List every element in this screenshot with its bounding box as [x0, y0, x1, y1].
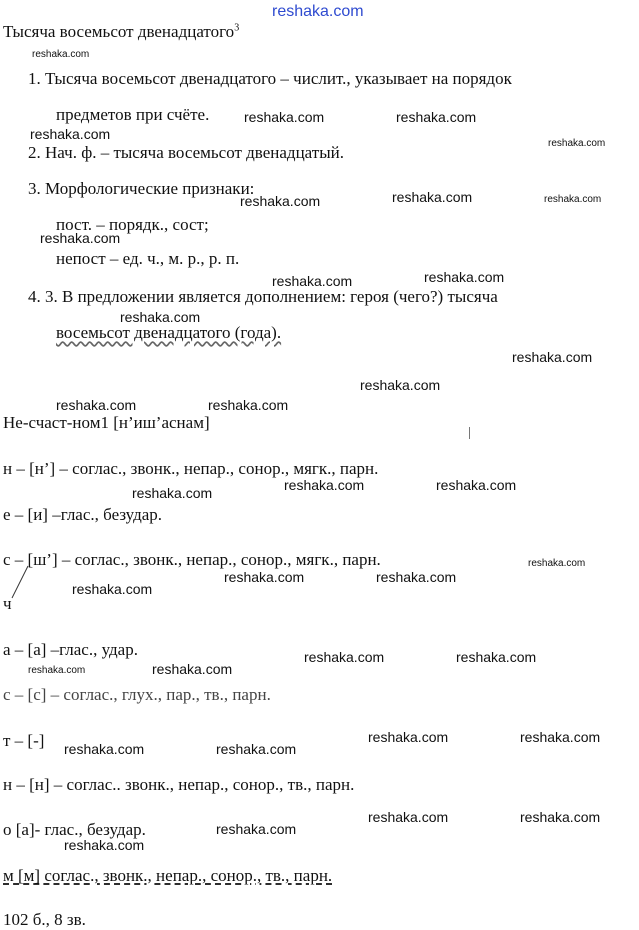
- phonetic-line-n1: н – [н’] – соглас., звонк., непар., сонор., мягк., парн.: [3, 459, 379, 478]
- watermark: reshaka.com: [304, 649, 385, 665]
- watermark: reshaka.com: [30, 126, 111, 142]
- watermark: reshaka.com: [216, 741, 297, 757]
- watermark: reshaka.com: [216, 821, 297, 837]
- watermark: reshaka.com: [272, 273, 353, 289]
- item-4: [28, 287, 498, 307]
- watermark: reshaka.com: [368, 729, 449, 745]
- phonetic-line-s1: с – [ш’] – соглас., звонк., непар., сонор., мягк., парн.: [3, 550, 381, 569]
- watermark: reshaka.com: [120, 309, 201, 325]
- watermark: reshaka.com: [368, 809, 449, 825]
- watermark: reshaka.com: [40, 230, 121, 246]
- watermark: reshaka.com: [240, 193, 321, 209]
- watermark: reshaka.com: [32, 49, 90, 60]
- phonetic-line-o: о [а]- глас., безудар.: [3, 820, 146, 839]
- watermark: reshaka.com: [208, 397, 289, 413]
- watermark: reshaka.com: [392, 189, 473, 205]
- phonetic-line-e: е – [и] –глас., безудар.: [3, 505, 163, 524]
- watermark: reshaka.com: [436, 477, 517, 493]
- watermark: reshaka.com: [528, 558, 586, 569]
- item-3-variable: непост – ед. ч., м. р., р. п.: [56, 249, 240, 268]
- watermark: reshaka.com: [224, 569, 305, 585]
- watermark: reshaka.com: [64, 741, 145, 757]
- item-1-cont: предметов при счёте.: [56, 105, 210, 124]
- link-mark: [8, 564, 32, 600]
- item-4-text: 4. 3. В предложении является дополнением: героя (чего?) тысяча: [28, 287, 498, 306]
- site-header[interactable]: reshaka.com: [272, 3, 364, 20]
- letter-sound-count: 102 б., 8 зв.: [3, 910, 86, 929]
- title-text: Тысяча восемьсот двенадцатого: [3, 22, 235, 41]
- item-3-constant: пост. – порядк., сост;: [56, 215, 209, 234]
- watermark: reshaka.com: [28, 665, 86, 676]
- phonetic-line-n2: н – [н] – соглас.. звонк., непар., сонор., тв., парн.: [3, 775, 355, 794]
- watermark: reshaka.com: [132, 485, 213, 501]
- watermark: reshaka.com: [284, 477, 365, 493]
- watermark: reshaka.com: [376, 569, 457, 585]
- title-footnote: 3: [234, 22, 240, 34]
- watermark: reshaka.com: [64, 837, 145, 853]
- item-2: 2. Нач. ф. – тысяча восемьсот двенадцатый.: [28, 143, 344, 162]
- phonetic-line-t: т – [-]: [3, 731, 45, 750]
- item-3: 3. Морфологические признаки:: [28, 179, 255, 198]
- phonetic-word: Не-счаст-ном1 [н’иш’аснам]: [3, 413, 210, 432]
- watermark: reshaka.com: [424, 269, 505, 285]
- phonetic-line-s2: с – [с] – соглас., глух., пар., тв., парн.: [3, 685, 271, 704]
- watermark: reshaka.com: [56, 397, 137, 413]
- watermark: reshaka.com: [72, 581, 153, 597]
- watermark: reshaka.com: [512, 349, 593, 365]
- watermark: reshaka.com: [520, 809, 601, 825]
- watermark: reshaka.com: [456, 649, 537, 665]
- item-1: 1. Тысяча восемьсот двенадцатого – числит., указывает на порядок: [28, 69, 512, 88]
- phonetic-line-ch: ч: [3, 594, 12, 613]
- phonetic-line-a: а – [а] –глас., удар.: [3, 640, 138, 659]
- watermark: reshaka.com: [548, 138, 606, 149]
- watermark: reshaka.com: [520, 729, 601, 745]
- scan-mark: [469, 427, 470, 439]
- watermark: reshaka.com: [360, 377, 441, 393]
- watermark: reshaka.com: [152, 661, 233, 677]
- watermark: reshaka.com: [244, 109, 325, 125]
- watermark: reshaka.com: [544, 194, 602, 205]
- item-4-cont: восемьсот двенадцатого (года).: [56, 323, 282, 342]
- page-title: [3, 22, 239, 42]
- phonetic-line-m: м [м] соглас., звонк., непар., сонор., тв., парн.: [3, 866, 333, 885]
- watermark: reshaka.com: [396, 109, 477, 125]
